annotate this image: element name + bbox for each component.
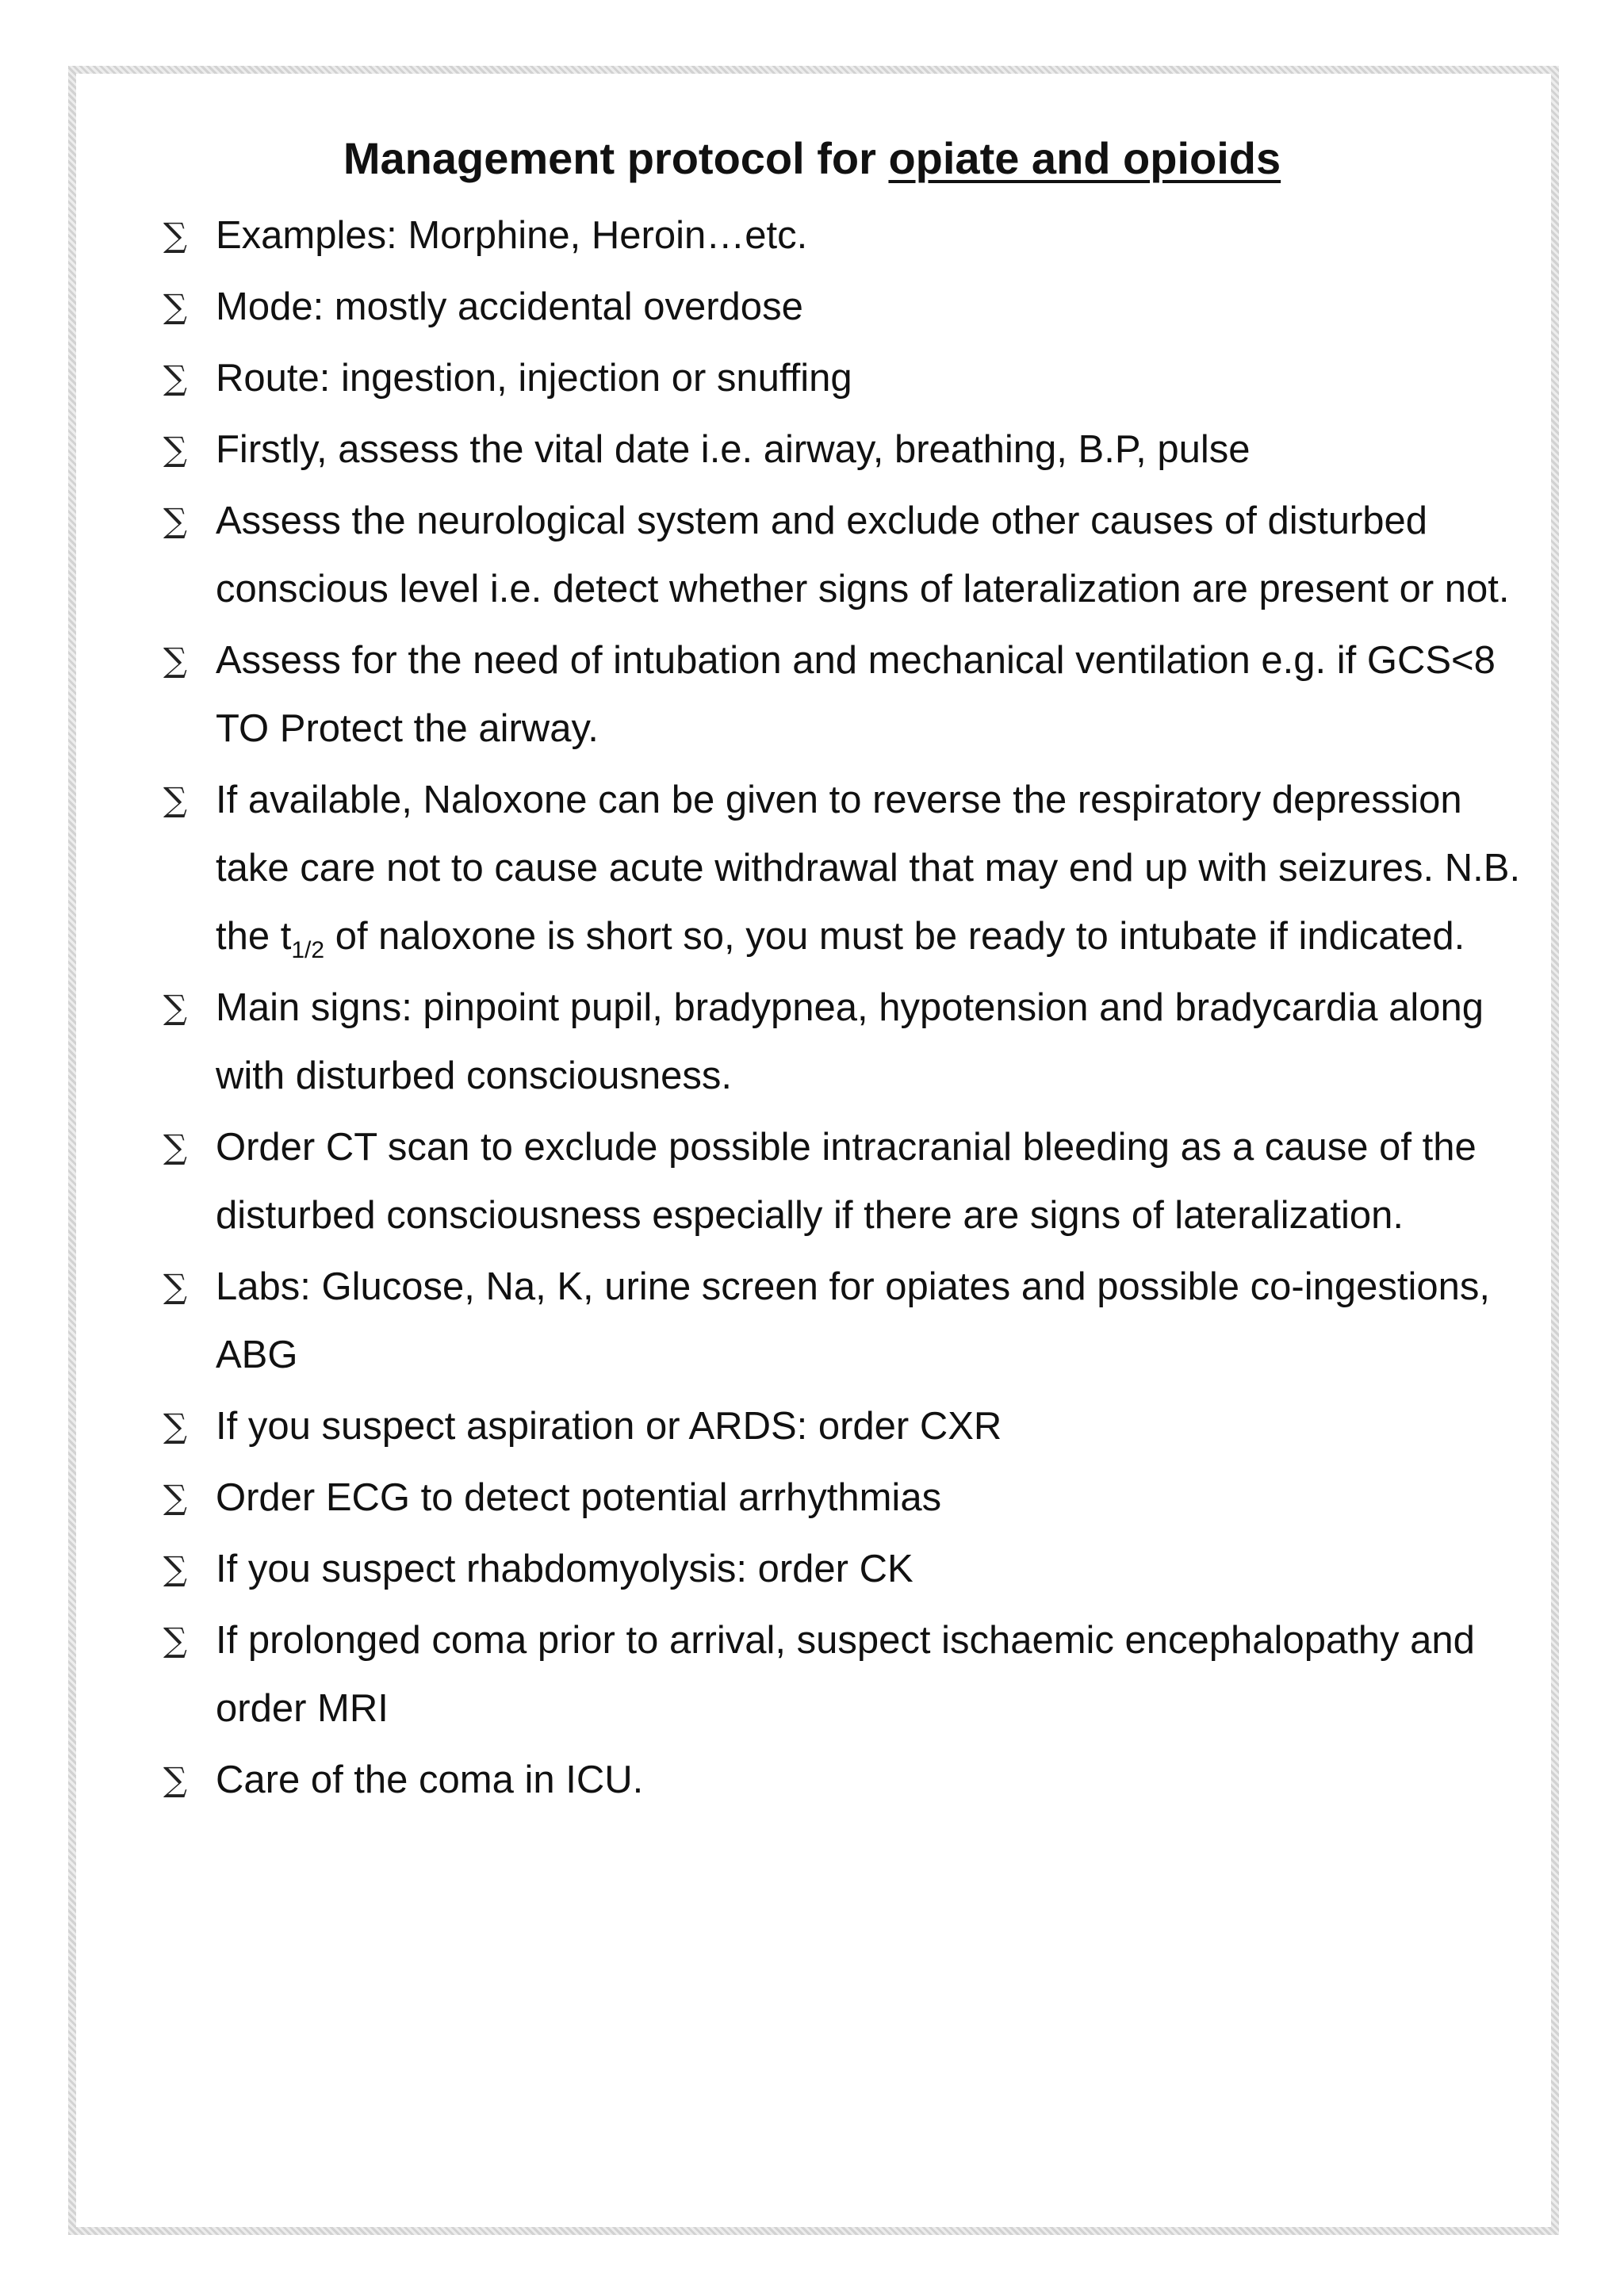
list-item	[163, 1464, 1538, 1532]
sigma-bullet-icon: ∑	[163, 1478, 187, 1517]
sigma-bullet-icon: ∑	[163, 1760, 187, 1799]
list-item-text: Order CT scan to exclude possible intracranial bleeding as a cause of the disturbed consciousness especially if there are signs of lateralization.	[216, 1126, 1488, 1237]
list-item	[163, 273, 1538, 341]
naloxone-text-before: If available, Naloxone can be given to reverse the respiratory depression take care not to cause acute withdrawal that may end up with seizures. N.B. the t	[216, 779, 1531, 958]
title-prefix: Management protocol for	[343, 132, 889, 183]
list-item-text: Labs: Glucose, Na, K, urine screen for opiates and possible co-ingestions, ABG	[216, 1265, 1499, 1376]
list-item	[163, 415, 1538, 484]
sigma-bullet-icon: ∑	[163, 1406, 187, 1445]
list-item	[163, 1392, 1538, 1460]
list-item	[163, 487, 1538, 623]
title-underlined: opiate and opioids	[888, 132, 1281, 183]
sigma-bullet-icon: ∑	[163, 1549, 187, 1588]
list-item	[163, 1535, 1538, 1603]
list-item-text: Order ECG to detect potential arrhythmias	[216, 1476, 942, 1519]
sigma-bullet-icon: ∑	[163, 1621, 187, 1659]
sigma-bullet-icon: ∑	[163, 988, 187, 1027]
sigma-bullet-icon: ∑	[163, 287, 187, 326]
list-item-text: Route: ingestion, injection or snuffing	[216, 357, 852, 400]
list-item-text: Main signs: pinpoint pupil, bradypnea, hypotension and bradycardia along with disturbed consciousness.	[216, 986, 1495, 1097]
list-item	[163, 344, 1538, 412]
half-life-subscript: 1/2	[291, 936, 325, 963]
list-item	[163, 1606, 1538, 1743]
bullet-list	[163, 201, 1538, 1817]
list-item-text: Care of the coma in ICU.	[216, 1758, 644, 1801]
list-item-text	[216, 779, 1531, 963]
list-item-text: Assess the neurological system and exclude other causes of disturbed conscious level i.e. detect whether signs of lateralization are present or not.	[216, 499, 1510, 610]
list-item-text: Firstly, assess the vital date i.e. airway, breathing, B.P, pulse	[216, 428, 1251, 471]
list-item	[163, 201, 1538, 270]
list-item-text: If you suspect aspiration or ARDS: order CXR	[216, 1405, 1002, 1448]
sigma-bullet-icon: ∑	[163, 641, 187, 679]
sigma-bullet-icon: ∑	[163, 358, 187, 397]
sigma-bullet-icon: ∑	[163, 216, 187, 254]
list-item-text: Examples: Morphine, Heroin…etc.	[216, 214, 808, 257]
list-item	[163, 766, 1538, 970]
list-item-text: Assess for the need of intubation and mechanical ventilation e.g. if GCS<8 TO Protect the airway.	[216, 639, 1506, 750]
sigma-bullet-icon: ∑	[163, 780, 187, 819]
list-item-text: If prolonged coma prior to arrival, suspect ischaemic encephalopathy and order MRI	[216, 1619, 1486, 1730]
list-item	[163, 1113, 1538, 1249]
sigma-bullet-icon: ∑	[163, 1267, 187, 1306]
sigma-bullet-icon: ∑	[163, 430, 187, 469]
naloxone-text-after: of naloxone is short so, you must be ready to intubate if indicated.	[324, 915, 1465, 958]
document-title	[0, 127, 1624, 190]
sigma-bullet-icon: ∑	[163, 501, 187, 540]
sigma-bullet-icon: ∑	[163, 1127, 187, 1166]
list-item	[163, 1746, 1538, 1814]
list-item	[163, 1253, 1538, 1389]
list-item	[163, 626, 1538, 763]
list-item	[163, 974, 1538, 1110]
list-item-text: If you suspect rhabdomyolysis: order CK	[216, 1548, 914, 1590]
list-item-text: Mode: mostly accidental overdose	[216, 285, 803, 328]
